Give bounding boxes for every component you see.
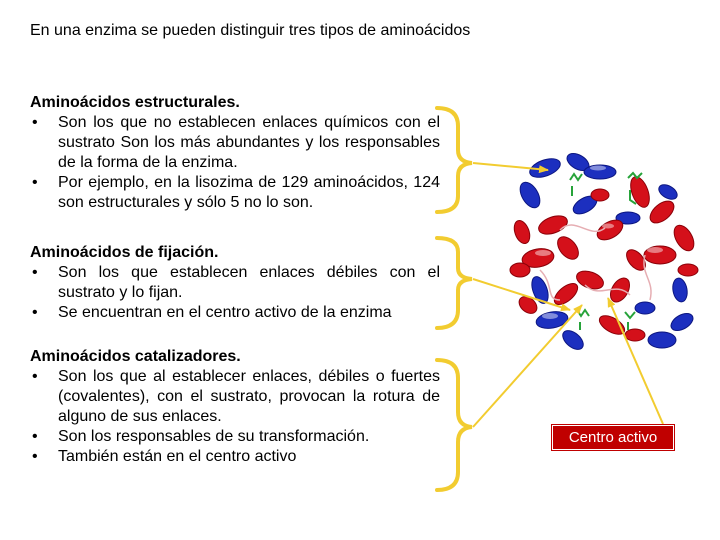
- brace-catalytic: [437, 360, 472, 490]
- section-heading: Aminoácidos catalizadores.: [30, 348, 241, 365]
- bullet-item: • Son los que al establecer enlaces, débiles o fuertes (covalentes), con el sustrato, provocan la rotura de alguno de sus enlaces.: [30, 367, 440, 427]
- bullet-item: • Son los que establecen enlaces débiles con el sustrato y lo fijan.: [30, 263, 440, 303]
- active-site-label: Centro activo: [552, 425, 674, 450]
- brace-structural: [437, 108, 472, 212]
- arrow-label: [608, 298, 663, 424]
- slide-title: En una enzima se pueden distinguir tres tipos de aminoácidos: [30, 22, 471, 39]
- section-heading: Aminoácidos de fijación.: [30, 244, 219, 261]
- bullet-item: • Son los responsables de su transformación.: [30, 427, 440, 447]
- bullet-item: • Se encuentran en el centro activo de la enzima: [30, 303, 440, 323]
- brace-binding: [437, 238, 472, 328]
- section-heading: Aminoácidos estructurales.: [30, 94, 240, 111]
- bullet-item: • Son los que no establecen enlaces químicos con el sustrato Son los más abundantes y los responsables de la forma de la enzima.: [30, 113, 440, 173]
- enzyme-structure-image: [510, 150, 698, 353]
- bullet-item: • Por ejemplo, en la lisozima de 129 aminoácidos, 124 son estructurales y sólo 5 no lo son.: [30, 173, 440, 213]
- arrow-catalytic: [473, 305, 582, 427]
- bullet-item: • También están en el centro activo: [30, 447, 440, 467]
